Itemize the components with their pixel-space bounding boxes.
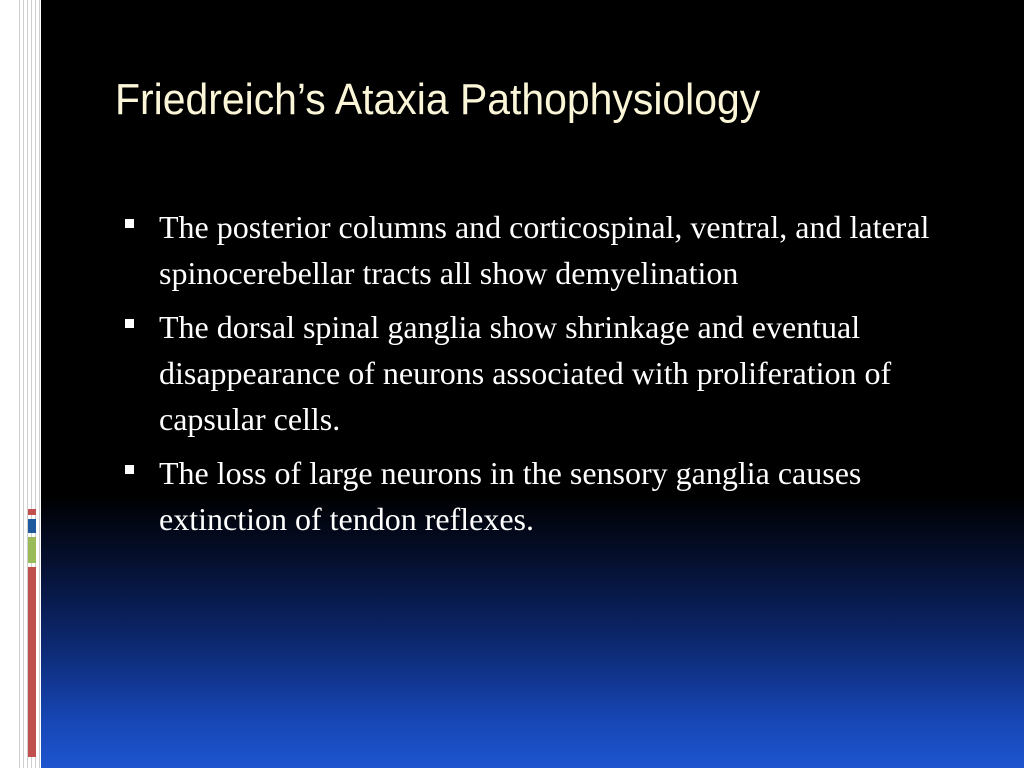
bullet-item: [123, 450, 943, 542]
bullet-text: The dorsal spinal ganglia show shrinkage and eventual disappearance of neurons associated with proliferation of capsular cells.: [159, 309, 892, 437]
square-bullet-icon: [125, 465, 134, 474]
bullet-item: [123, 304, 943, 442]
bullet-item: [123, 204, 943, 296]
slide-title: Friedreich’s Ataxia Pathophysiology: [115, 75, 761, 124]
left-margin-strip: [0, 0, 40, 768]
accent-bar-green: [28, 537, 36, 563]
accent-bar-red-long: [28, 567, 36, 757]
bullet-text: The loss of large neurons in the sensory ganglia causes extinction of tendon reflexes.: [159, 455, 862, 537]
bullet-list: [123, 204, 943, 550]
square-bullet-icon: [125, 319, 134, 328]
bullet-text: The posterior columns and corticospinal, ventral, and lateral spinocerebellar tracts all show demyelination: [159, 209, 930, 291]
accent-bar-red-top: [28, 509, 36, 515]
square-bullet-icon: [125, 219, 134, 228]
accent-bar-blue: [28, 519, 36, 533]
